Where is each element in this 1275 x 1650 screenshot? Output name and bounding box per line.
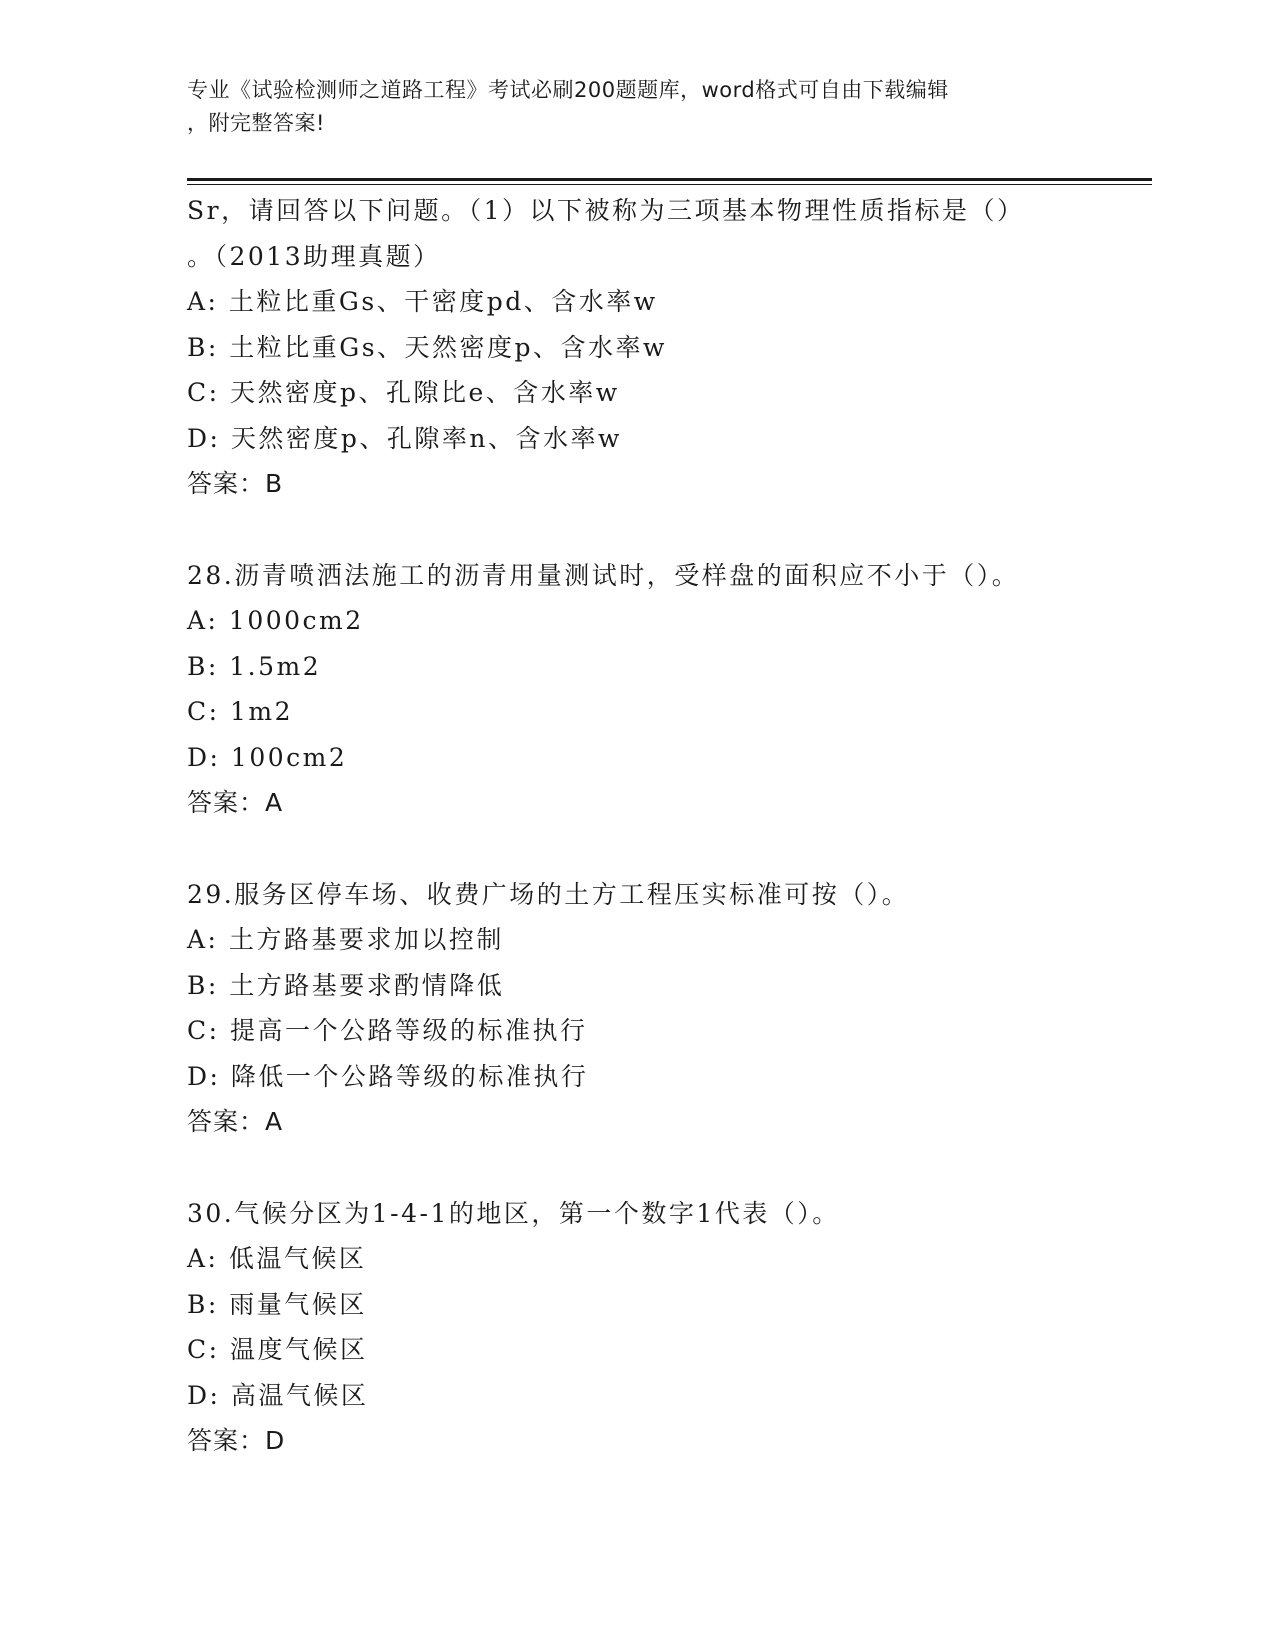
spacer [187,826,1087,872]
header-line-2: ，附完整答案! [187,111,325,135]
question-27 [187,188,1087,507]
option-d: D: 降低一个公路等级的标准执行 [187,1061,589,1091]
option-a: A: 土方路基要求加以控制 [187,925,504,954]
question-stem: 30.气候分区为1-4-1的地区，第一个数字1代表（）。 [187,1198,840,1228]
header-line-1: 专业《试验检测师之道路工程》考试必刷200题题库，word格式可自由下载编辑 [187,78,949,102]
header-divider-thick [187,178,1152,181]
spacer [187,507,1087,553]
option-b: B: 1.5m2 [187,651,322,681]
question-stem: 28.沥青喷洒法施工的沥青用量测试时，受样盘的面积应不小于（）。 [187,560,1020,590]
option-a: A: 土粒比重Gs、干密度pd、含水率w [187,287,658,316]
answer-label: 答案：B [187,469,284,498]
spacer [187,1145,1087,1191]
option-b: B: 土方路基要求酌情降低 [187,970,505,1000]
question-stem-continued: 。（2013助理真题） [187,241,441,271]
question-stem: Sr，请回答以下问题。（1）以下被称为三项基本物理性质指标是（） [187,196,1025,225]
question-30 [187,1191,1087,1464]
option-a: A: 低温气候区 [187,1244,367,1273]
option-d: D: 天然密度p、孔隙率n、含水率w [187,423,622,453]
answer-label: 答案：A [187,1107,284,1136]
question-28 [187,553,1087,826]
question-29 [187,872,1087,1145]
header-divider-thin [187,184,1152,185]
question-stem: 29.服务区停车场、收费广场的土方工程压实标准可按（）。 [187,879,910,909]
option-a: A: 1000cm2 [187,606,364,635]
option-c: C: 天然密度p、孔隙比e、含水率w [187,378,620,407]
option-d: D: 100cm2 [187,742,348,772]
option-d: D: 高温气候区 [187,1380,369,1410]
document-header [187,74,1067,140]
option-b: B: 土粒比重Gs、天然密度p、含水率w [187,332,667,362]
option-c: C: 温度气候区 [187,1335,368,1364]
option-b: B: 雨量气候区 [187,1289,367,1319]
answer-label: 答案：D [187,1426,286,1455]
answer-label: 答案：A [187,788,284,817]
option-c: C: 提高一个公路等级的标准执行 [187,1016,588,1045]
question-list [187,188,1087,1464]
option-c: C: 1m2 [187,697,294,726]
